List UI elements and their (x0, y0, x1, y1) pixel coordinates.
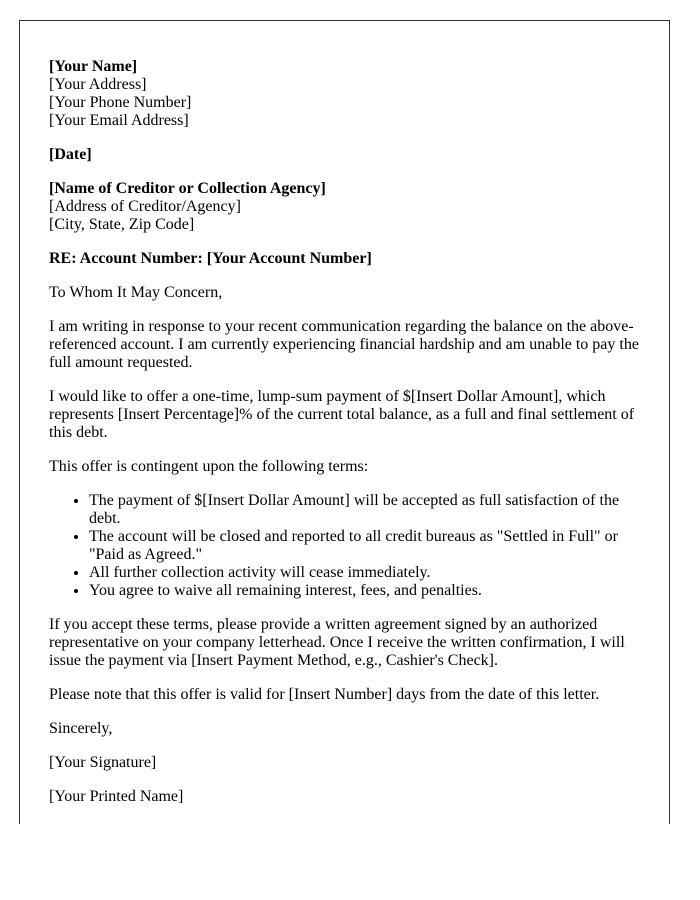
sender-name: [Your Name] (49, 58, 138, 75)
body-paragraph-hardship: I am writing in response to your recent communication regarding the balance on the above-referenced account. I am currently experiencing financial hardship and am unable to pay the full amount requested. (49, 318, 639, 371)
settlement-offer-letter (19, 20, 670, 824)
terms-list-item: • The payment of $[Insert Dollar Amount] will be accepted as full satisfaction of the debt. (89, 492, 649, 528)
sender-email: [Your Email Address] (49, 112, 189, 129)
sender-block (49, 58, 649, 130)
recipient-block (49, 180, 649, 234)
closing-paragraph-acceptance: If you accept these terms, please provide a written agreement signed by an authorized representative on your company letterhead. Once I receive the written confirmation, I will issue the payment via [Insert Payment Method, e.g., Cashier's Check]. (49, 616, 625, 669)
recipient-address: [Address of Creditor/Agency] (49, 198, 241, 215)
body-paragraph-terms-intro: This offer is contingent upon the following terms: (49, 458, 369, 475)
letter-date: [Date] (49, 146, 92, 163)
terms-list (49, 492, 649, 600)
terms-list-item: • All further collection activity will cease immediately. (89, 564, 649, 582)
recipient-name: [Name of Creditor or Collection Agency] (49, 180, 326, 197)
signature-placeholder: [Your Signature] (49, 754, 157, 771)
terms-list-item: • The account will be closed and reported to all credit bureaus as "Settled in Full" or "Paid as Agreed." (89, 528, 649, 564)
recipient-city-state-zip: [City, State, Zip Code] (49, 216, 195, 233)
printed-name-placeholder: [Your Printed Name] (49, 788, 184, 805)
closing-paragraph-validity: Please note that this offer is valid for [Insert Number] days from the date of this letter. (49, 686, 600, 703)
sender-phone: [Your Phone Number] (49, 94, 192, 111)
sender-address: [Your Address] (49, 76, 147, 93)
body-paragraph-offer: I would like to offer a one-time, lump-sum payment of $[Insert Dollar Amount], which represents [Insert Percentage]% of the current total balance, as a full and final settlement of this debt. (49, 388, 635, 441)
salutation: To Whom It May Concern, (49, 284, 223, 301)
signoff: Sincerely, (49, 720, 113, 737)
subject-line: RE: Account Number: [Your Account Number] (49, 250, 372, 267)
terms-list-item: • You agree to waive all remaining interest, fees, and penalties. (89, 582, 649, 600)
